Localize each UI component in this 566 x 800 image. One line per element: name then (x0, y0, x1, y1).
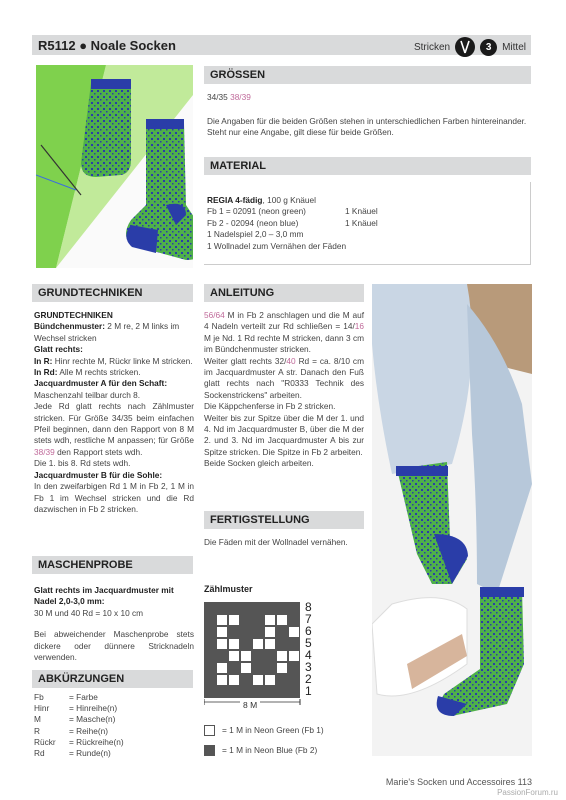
rib-text: 2 M re, 2 M links im Wechsel stricken (34, 321, 180, 343)
chart-cell-blue (204, 626, 216, 638)
chart-cell-blue (288, 662, 300, 674)
chart-cell-green (216, 614, 228, 626)
abbreviation-row (34, 737, 194, 748)
chart-cell-blue (276, 626, 288, 638)
chart-cell-blue (240, 674, 252, 686)
chart-cell-blue (204, 638, 216, 650)
chart-cell-green (264, 614, 276, 626)
knitting-chart (204, 602, 300, 698)
leg-text: Weiter glatt rechts 32/ (204, 355, 287, 366)
size-small: 34/35 (207, 92, 228, 102)
abbr-key: Rd (34, 748, 45, 759)
yarn-name: REGIA 4-fädig (207, 195, 263, 205)
maschenprobe-header: MASCHENPROBE (32, 556, 193, 574)
in-rounds-label: In Rd: (34, 367, 58, 378)
knitting-needles-icon (455, 37, 475, 57)
chart-cell-green (264, 626, 276, 638)
chart-cell-blue (228, 662, 240, 674)
chart-cell-green (288, 626, 300, 638)
material-header: MATERIAL (204, 157, 531, 175)
chart-cell-blue (264, 650, 276, 662)
row-number: 3 (305, 660, 312, 674)
needle-set: 1 Nadelspiel 2,0 – 3,0 mm (207, 229, 304, 240)
cast-on-large: 64 (215, 310, 225, 320)
chart-cell-blue (252, 650, 264, 662)
jacquard-b-text: In den zweifarbigen Rd 1 M in Fb 2, 1 M in Fb 1 im Wechsel stricken und die Rd dazwischen in Fb 2 stricken. (34, 481, 194, 514)
chart-cell-green (264, 674, 276, 686)
legend-light-text: = 1 M in Neon Green (Fb 1) (222, 725, 324, 735)
row-number: 8 (305, 600, 312, 614)
row-number: 1 (305, 684, 312, 698)
material-frame (204, 182, 531, 265)
sizes-line (207, 92, 529, 103)
abbr-key: R (34, 725, 40, 736)
chart-cell-blue (288, 614, 300, 626)
abbreviation-row (34, 748, 194, 759)
cast-on-text: M in Fb 2 anschlagen und die M auf 4 Nadeln verteilt zur Rd schließen = 14/ (204, 310, 364, 332)
chart-cell-green (228, 674, 240, 686)
chart-cell-blue (288, 686, 300, 698)
abbreviation-row (34, 714, 194, 725)
legend-dark-swatch (204, 745, 215, 756)
watermark: PassionForum.ru (497, 788, 558, 797)
abbr-key: Fb (34, 692, 44, 702)
chart-cell-blue (252, 614, 264, 626)
abbr-key: Rückr (34, 736, 56, 747)
row-number: 2 (305, 672, 312, 686)
chart-cell-blue (252, 662, 264, 674)
model-legs-photo (372, 284, 532, 756)
chart-cell-blue (240, 614, 252, 626)
chart-cell-blue (276, 674, 288, 686)
chart-cell-blue (204, 674, 216, 686)
jacquard-a-text: Jede Rd glatt rechts nach Zählmuster stricken. Für Größe 34/35 beim einfachen Pfeil beginnen, dann den Rapport von 8 M stets wdh, restliche M anpassen; für Größe (34, 401, 194, 446)
both-socks-text: Beide Socken gleich arbeiten. (204, 458, 314, 469)
gauge-value: 30 M und 40 Rd = 10 x 10 cm (34, 607, 144, 618)
chart-cell-green (276, 662, 288, 674)
rib-instructions: M je Nd. 1 Rd rechte M stricken, dann 3 cm im Bündchenmuster stricken. (204, 332, 364, 355)
abbreviation-row (34, 692, 194, 703)
size-large: 38/39 (230, 92, 251, 102)
chart-cell-blue (288, 602, 300, 614)
maschenprobe-body (34, 585, 194, 663)
chart-cell-blue (240, 686, 252, 698)
chart-cell-blue (204, 614, 216, 626)
chart-cell-blue (264, 686, 276, 698)
chart-cell-blue (276, 602, 288, 614)
gauge-label: Glatt rechts im Jacquardmuster mit Nadel 2,0-3,0 mm: (34, 585, 174, 607)
chart-cell-blue (288, 638, 300, 650)
level-label: Mittel (502, 41, 526, 53)
chart-cell-green (216, 626, 228, 638)
in-rows-text: Hinr rechte M, Rückr linke M stricken. (52, 355, 193, 366)
chart-cell-green (276, 650, 288, 662)
chart-cell-blue (276, 638, 288, 650)
repeat-label: 8 M (240, 700, 260, 710)
stockinette-label: Glatt rechts: (34, 344, 83, 355)
fertigstellung-text: Die Fäden mit der Wollnadel vernähen. (204, 537, 348, 547)
jacquard-b-label: Jacquardmuster B für die Sohle: (34, 469, 163, 480)
heel-text: Die Käppchenferse in Fb 2 stricken. (204, 401, 336, 412)
cast-on-small: 56/ (204, 310, 216, 320)
color1-qty: 1 Knäuel (345, 206, 378, 217)
abbr-value: = Hinreihe(n) (69, 703, 118, 714)
chart-cell-blue (216, 602, 228, 614)
foot-text: Weiter bis zur Spitze über die M der 1. und 4. Nd im Jacquardmuster B, über die M der 2. und 3. Nd im Jacquardmuster A bis zur Spitze stricken. Die Spitze in Fb 2 arbeiten. (204, 412, 364, 457)
in-rows-label: In R: (34, 355, 53, 366)
chart-cell-blue (204, 686, 216, 698)
chart-cell-green (264, 638, 276, 650)
abbr-value: = Runde(n) (69, 748, 111, 759)
fertigstellung-header: FERTIGSTELLUNG (204, 511, 364, 529)
activity-label: Stricken (413, 41, 451, 53)
chart-cell-blue (228, 602, 240, 614)
anleitung-body (204, 310, 364, 470)
chart-cell-green (252, 638, 264, 650)
abkuerzungen-header: ABKÜRZUNGEN (32, 670, 193, 688)
socks-photo (36, 65, 193, 268)
chart-cell-blue (228, 626, 240, 638)
page-footer: Marie's Socken und Accessoires 113 (385, 777, 532, 787)
chart-cell-blue (276, 686, 288, 698)
chart-cell-green (216, 674, 228, 686)
chart-cell-blue (288, 674, 300, 686)
wool-needle: 1 Wollnadel zum Vernähen der Fäden (207, 240, 347, 251)
jacquard-a-count: Maschenzahl teilbar durch 8. (34, 389, 141, 400)
chart-cell-green (216, 638, 228, 650)
legend-dark-text: = 1 M in Neon Blue (Fb 2) (222, 745, 318, 755)
chart-cell-blue (204, 602, 216, 614)
leg-rest: Rd = ca. 8/10 cm im Jacquardmuster A str. Danach den Fuß glatt rechts nach "R0333 Technik des Sockenstrickens" arbeiten. (204, 355, 364, 400)
chart-cell-blue (240, 626, 252, 638)
yarn-weight: , 100 g Knäuel (262, 195, 316, 205)
jacquard-a-rounds: Die 1. bis 8. Rd stets wdh. (34, 458, 131, 469)
chart-cell-blue (240, 638, 252, 650)
jacquard-a-label: Jacquardmuster A für den Schaft: (34, 378, 168, 389)
chart-cell-blue (228, 686, 240, 698)
groessen-text: Die Angaben für die beiden Größen stehen in unterschiedlichen Farben hintereinander. Steht nur eine Angabe, gilt diese für beide Größen. (207, 116, 527, 138)
chart-cell-green (228, 650, 240, 662)
chart-cell-green (252, 674, 264, 686)
chart-cell-blue (264, 602, 276, 614)
chart-cell-blue (252, 602, 264, 614)
gauge-note: Bei abweichender Maschenprobe stets dickere oder dünnere Stricknadeln verwenden. (34, 629, 194, 663)
chart-cell-green (240, 662, 252, 674)
row-number: 6 (305, 624, 312, 638)
chart-row-numbers (305, 601, 312, 697)
chart-cell-blue (216, 650, 228, 662)
pattern-title: R5112 ● Noale Socken (38, 38, 176, 53)
color2-qty: 1 Knäuel (345, 217, 378, 228)
chart-cell-blue (204, 650, 216, 662)
abbreviation-row (34, 703, 194, 714)
grundtechniken-body (34, 310, 194, 515)
abbreviation-row (34, 726, 194, 737)
chart-cell-green (228, 638, 240, 650)
level-badge: 3 (480, 39, 497, 56)
abbr-value: = Masche(n) (69, 714, 116, 725)
chart-cell-blue (240, 602, 252, 614)
chart-cell-blue (216, 686, 228, 698)
chart-cell-blue (264, 662, 276, 674)
in-rounds-text: Alle M rechts stricken. (57, 367, 141, 378)
color2: Fb 2 - 02094 (neon blue) (207, 217, 299, 228)
jacquard-a-size: 38/39 (34, 446, 55, 457)
abbr-key: M (34, 714, 41, 725)
chart-cell-green (240, 650, 252, 662)
leg-rounds-large: 40 (286, 355, 296, 366)
grundtechniken-subtitle: GRUNDTECHNIKEN (34, 310, 113, 320)
color1: Fb 1 = 02091 (neon green) (207, 206, 306, 217)
abbreviation-list (34, 692, 194, 759)
chart-cell-green (276, 614, 288, 626)
row-number: 7 (305, 612, 312, 626)
rib-label: Bündchenmuster: (34, 321, 105, 332)
chart-cell-green (288, 650, 300, 662)
chart-cell-green (216, 662, 228, 674)
groessen-header: GRÖSSEN (204, 66, 531, 84)
row-number: 4 (305, 648, 312, 662)
legend-light-swatch (204, 725, 215, 736)
per-needle-large: 16 (354, 321, 364, 332)
chart-cell-blue (252, 686, 264, 698)
chart-title: Zählmuster (204, 584, 253, 594)
abbr-key: Hinr (34, 703, 50, 714)
abbr-value: = Reihe(n) (69, 725, 108, 736)
abbr-value: = Rückreihe(n) (69, 736, 124, 747)
abbr-value: = Farbe (69, 692, 98, 702)
jacquard-a-repeat: den Rapport stets wdh. (54, 446, 143, 457)
row-number: 5 (305, 636, 312, 650)
chart-cell-green (228, 614, 240, 626)
grundtechniken-header: GRUNDTECHNIKEN (32, 284, 193, 302)
anleitung-header: ANLEITUNG (204, 284, 364, 302)
chart-cell-blue (204, 662, 216, 674)
chart-cell-blue (252, 626, 264, 638)
difficulty-indicator (414, 37, 526, 57)
